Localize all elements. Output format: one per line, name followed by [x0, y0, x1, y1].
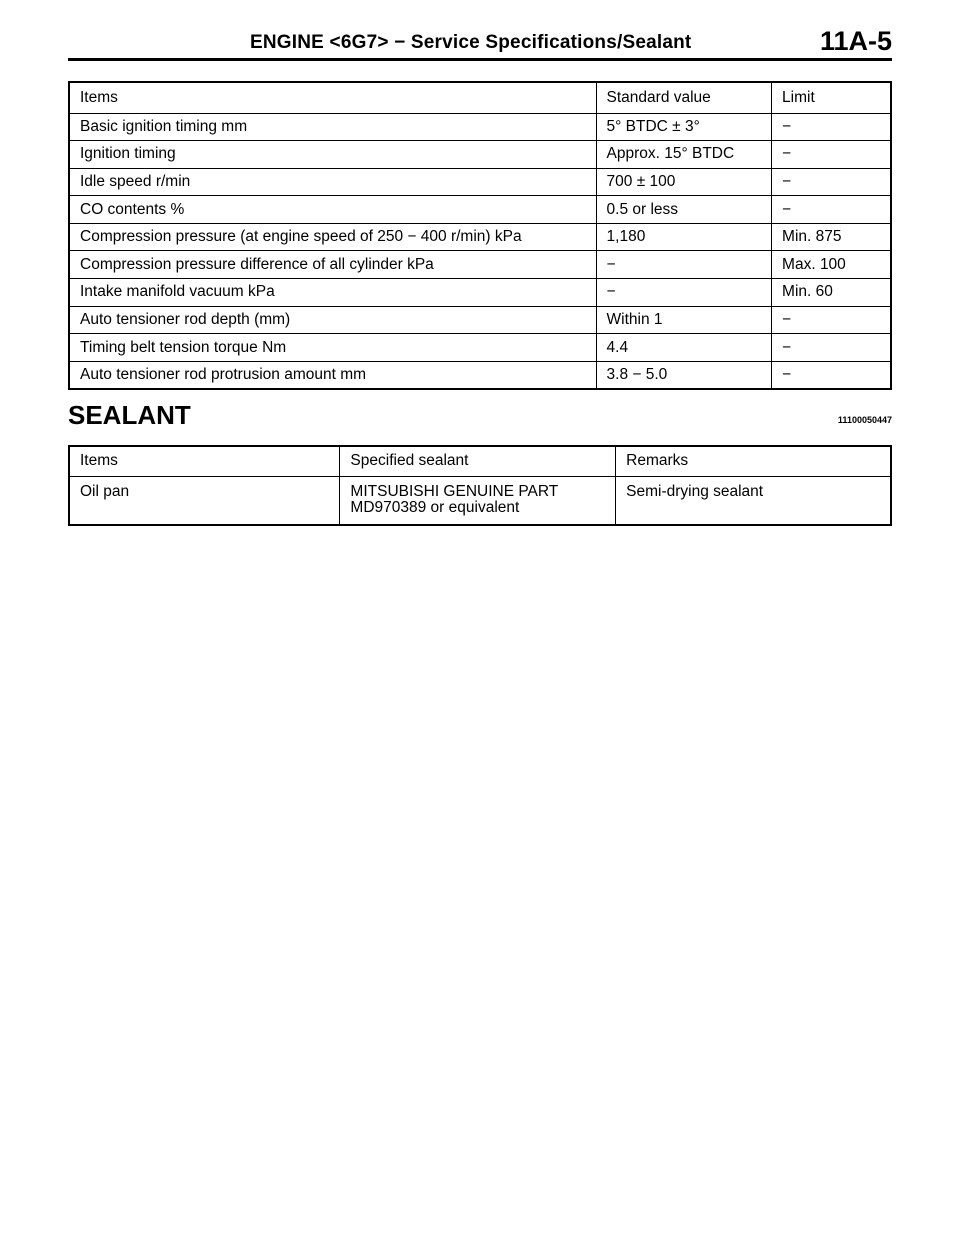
standard-value-cell: Within 1	[596, 306, 772, 334]
table-row	[69, 141, 891, 169]
table-header-row	[69, 446, 891, 476]
sealant-table	[68, 445, 892, 526]
limit-cell: −	[772, 196, 891, 224]
limit-cell: Min. 875	[772, 223, 891, 251]
specified-sealant-cell	[340, 476, 616, 525]
item-cell: Idle speed r/min	[69, 168, 596, 196]
header-divider	[68, 58, 892, 61]
item-cell: Basic ignition timing mm	[69, 113, 596, 141]
standard-value-cell: 0.5 or less	[596, 196, 772, 224]
table-row	[69, 168, 891, 196]
item-cell: Auto tensioner rod protrusion amount mm	[69, 361, 596, 389]
column-header-limit: Limit	[772, 82, 891, 113]
column-header-remarks: Remarks	[616, 446, 891, 476]
section-reference-code: 11100050447	[837, 415, 892, 425]
standard-value-cell: 1,180	[596, 223, 772, 251]
standard-value-cell: Approx. 15° BTDC	[596, 141, 772, 169]
item-cell: Timing belt tension torque Nm	[69, 334, 596, 362]
section-title-sealant: SEALANT	[68, 400, 191, 430]
item-cell: Oil pan	[69, 476, 340, 525]
limit-cell: Max. 100	[772, 251, 891, 279]
page-number: 11A-5	[819, 26, 892, 56]
page-header-title: ENGINE <6G7> − Service Specifications/Sealant	[250, 32, 692, 53]
table-header-row	[69, 82, 891, 113]
limit-cell: −	[772, 113, 891, 141]
table-row	[69, 279, 891, 307]
limit-cell: −	[772, 306, 891, 334]
service-specifications-table	[68, 81, 892, 390]
limit-cell: −	[772, 361, 891, 389]
limit-cell: −	[772, 168, 891, 196]
sealant-line: MD970389 or equivalent	[350, 498, 520, 516]
item-cell: Intake manifold vacuum kPa	[69, 279, 596, 307]
table-row	[69, 306, 891, 334]
column-header-standard-value: Standard value	[596, 82, 772, 113]
standard-value-cell: 5° BTDC ± 3°	[596, 113, 772, 141]
column-header-items: Items	[69, 446, 340, 476]
item-cell: Compression pressure difference of all cylinder kPa	[69, 251, 596, 279]
table-row	[69, 251, 891, 279]
page-header	[68, 26, 892, 60]
table-row	[69, 113, 891, 141]
item-cell: CO contents %	[69, 196, 596, 224]
table-row	[69, 223, 891, 251]
item-cell: Compression pressure (at engine speed of 250 − 400 r/min) kPa	[69, 223, 596, 251]
remarks-cell: Semi-drying sealant	[616, 476, 891, 525]
item-cell: Auto tensioner rod depth (mm)	[69, 306, 596, 334]
standard-value-cell: 4.4	[596, 334, 772, 362]
standard-value-cell: −	[596, 279, 772, 307]
table-row	[69, 334, 891, 362]
column-header-items: Items	[69, 82, 596, 113]
table-row	[69, 196, 891, 224]
item-cell: Ignition timing	[69, 141, 596, 169]
limit-cell: −	[772, 334, 891, 362]
column-header-specified-sealant: Specified sealant	[340, 446, 616, 476]
table-row	[69, 361, 891, 389]
sealant-line: MITSUBISHI GENUINE PART	[350, 482, 559, 500]
standard-value-cell: −	[596, 251, 772, 279]
standard-value-cell: 3.8 − 5.0	[596, 361, 772, 389]
limit-cell: −	[772, 141, 891, 169]
table-row	[69, 476, 891, 525]
standard-value-cell: 700 ± 100	[596, 168, 772, 196]
limit-cell: Min. 60	[772, 279, 891, 307]
